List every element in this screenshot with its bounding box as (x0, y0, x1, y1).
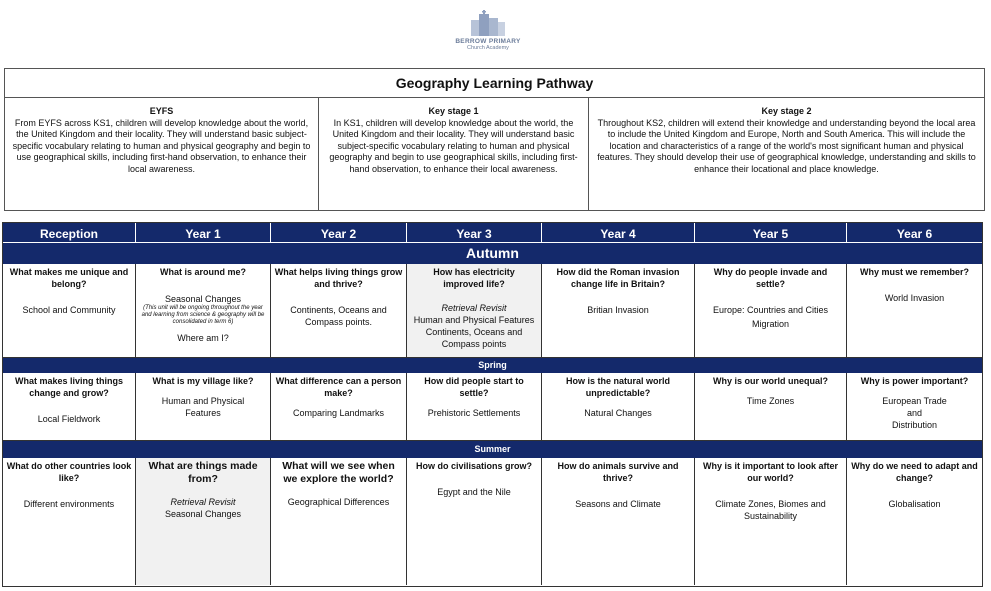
question: How did the Roman invasion change life in Britain? (556, 267, 680, 289)
topic-secondary: Migration (751, 319, 789, 329)
question: What is around me? (159, 267, 246, 277)
topic-secondary: Continents, Oceans and Compass points (425, 327, 523, 349)
pathway-cell (3, 373, 136, 440)
topic: Natural Changes (584, 408, 652, 418)
topic: Climate Zones, Biomes and Sustainability (715, 499, 826, 521)
retrieval-label: Retrieval Revisit (170, 497, 236, 507)
topic: Globalisation (888, 499, 941, 509)
topic: Seasonal Changes (164, 294, 242, 304)
pathway-cell (3, 264, 136, 357)
pathway-grid (2, 222, 983, 587)
term-band-autumn: Autumn (3, 243, 982, 264)
question: Why is our world unequal? (712, 376, 828, 386)
year-header: Year 4 (542, 223, 695, 242)
pathway-cell (271, 373, 407, 440)
question: Why is power important? (860, 376, 969, 386)
intro-text: Throughout KS2, children will extend their knowledge and understanding beyond the local area to include the United Kingdom and Europe, North and South America. This will include the location and characteristics of a range of the world's most significant human and physical features. They should develop their use of geographical knowledge, understanding and skills to enhance their locational and place knowledge. (597, 117, 976, 174)
topic: Prehistoric Settlements (427, 408, 521, 418)
school-logo (448, 10, 528, 56)
topic: Local Fieldwork (37, 414, 101, 424)
question: Why is it important to look after our world? (702, 461, 838, 483)
topic: Egypt and the Nile (437, 487, 511, 497)
topic: Human and Physical Features (413, 315, 535, 325)
intro-text: From EYFS across KS1, children will develop knowledge about the world, the United Kingdom and their locality. They will understand basic subject-specific vocabulary relating to human and physical geography and begin to use geographical skills, including first-hand observation, to enhance their local awareness. (12, 117, 311, 174)
pathway-cell (271, 458, 407, 585)
topic: Time Zones (746, 396, 795, 406)
question: What is my village like? (152, 376, 254, 386)
pathway-cell (136, 373, 271, 440)
pathway-cell (136, 458, 271, 585)
question: How do civilisations grow? (415, 461, 532, 471)
note: (This unit will be ongoing throughout the year and learning from science & geography will be consolidated in term 6) (141, 305, 265, 325)
intro-table (4, 68, 985, 211)
pathway-cell (542, 264, 695, 357)
topic: Human and Physical Features (161, 396, 245, 418)
topic-secondary: and (906, 408, 923, 418)
year-header: Year 2 (271, 223, 407, 242)
year-header: Reception (3, 223, 136, 242)
term-row-summer (3, 458, 982, 585)
question: What are things made from? (148, 460, 258, 485)
intro-eyfs (5, 98, 319, 211)
topic: Geographical Differences (287, 497, 390, 507)
topic: Continents, Oceans and Compass points. (290, 305, 387, 327)
question: What makes me unique and belong? (9, 267, 129, 289)
question: What will we see when we explore the world? (282, 460, 395, 485)
topic: Comparing Landmarks (292, 408, 385, 418)
question: What do other countries look like? (6, 461, 132, 483)
term-row-autumn (3, 264, 982, 358)
topic-secondary: Where am I? (177, 333, 229, 343)
term-band-summer: Summer (3, 441, 982, 458)
pathway-cell (3, 458, 136, 585)
pathway-cell (695, 264, 847, 357)
pathway-cell (271, 264, 407, 357)
school-building-icon (465, 10, 511, 38)
topic: Seasonal Changes (164, 509, 242, 519)
topic: World Invasion (884, 293, 945, 303)
topic-tertiary: Distribution (891, 420, 938, 430)
pathway-cell (542, 458, 695, 585)
intro-heading: EYFS (149, 106, 174, 116)
question: How did people start to settle? (424, 376, 524, 398)
page-title: Geography Learning Pathway (5, 69, 984, 98)
year-header: Year 1 (136, 223, 271, 242)
year-header: Year 3 (407, 223, 542, 242)
year-header-row (3, 223, 982, 243)
pathway-cell (847, 373, 982, 440)
topic: Seasons and Climate (575, 499, 661, 509)
question: How is the natural world unpredictable? (565, 376, 670, 398)
question: How do animals survive and thrive? (557, 461, 679, 483)
pathway-cell (407, 373, 542, 440)
intro-text: In KS1, children will develop knowledge about the world, the United Kingdom and their locality. They will understand basic subject-specific vocabulary relating to human and physical geography and begin to use geographical skills, including first-hand observation, to enhance their local awareness. (329, 117, 578, 174)
school-subtitle: Church Academy (467, 45, 509, 51)
term-band-spring: Spring (3, 358, 982, 373)
term-row-spring (3, 373, 982, 441)
pathway-cell (542, 373, 695, 440)
question: Why must we remember? (859, 267, 970, 277)
intro-ks1 (319, 98, 589, 211)
question: How has electricity improved life? (433, 267, 515, 289)
topic: School and Community (22, 305, 116, 315)
school-name: BERROW PRIMARY (455, 38, 521, 45)
pathway-cell (695, 373, 847, 440)
pathway-cell (407, 264, 542, 357)
pathway-cell (847, 264, 982, 357)
pathway-cell (407, 458, 542, 585)
retrieval-label: Retrieval Revisit (441, 303, 507, 313)
question: What difference can a person make? (275, 376, 402, 398)
intro-heading: Key stage 2 (761, 106, 812, 116)
question: What helps living things grow and thrive? (274, 267, 403, 289)
topic: Britian Invasion (587, 305, 649, 315)
pathway-cell (695, 458, 847, 585)
pathway-cell (847, 458, 982, 585)
topic: Different environments (23, 499, 115, 509)
pathway-cell (136, 264, 271, 357)
intro-heading: Key stage 1 (428, 106, 479, 116)
year-header: Year 5 (695, 223, 847, 242)
question: Why do people invade and settle? (713, 267, 828, 289)
question: What makes living things change and grow? (14, 376, 124, 398)
topic: Europe: Countries and Cities (712, 305, 829, 315)
year-header: Year 6 (896, 227, 933, 241)
topic: European Trade (882, 396, 947, 406)
question: Why do we need to adapt and change? (851, 461, 978, 483)
intro-ks2 (589, 98, 984, 211)
